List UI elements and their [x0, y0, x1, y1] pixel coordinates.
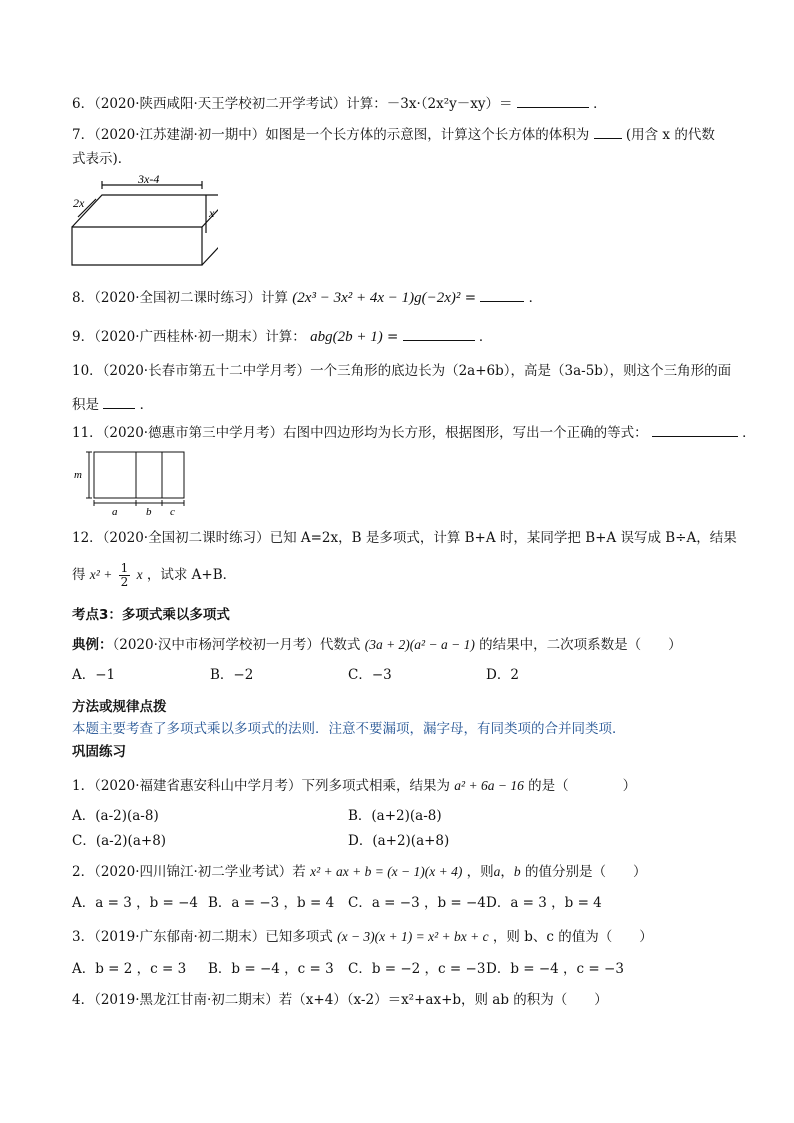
cuboid-figure	[68, 173, 218, 268]
question-7-line2: 式表示)．	[72, 151, 132, 167]
example-option-b[interactable]: B．−2	[210, 667, 254, 683]
question-7-line1: 7．（2020·江苏建湖·初一期中）如图是一个长方体的示意图，计算这个长方体的体积为 (用含 x 的代数	[72, 124, 715, 145]
p3-option-d[interactable]: D．b = −4 ，c = −3	[486, 961, 624, 977]
answer-blank-6[interactable]	[517, 93, 589, 108]
practice-heading: 巩固练习	[72, 744, 126, 760]
example-option-c[interactable]: C．−3	[348, 667, 392, 683]
answer-blank-8[interactable]	[480, 287, 524, 302]
answer-blank-10[interactable]	[103, 394, 135, 409]
question-10-line1: 10．（2020·长春市第五十二中学月考）一个三角形的底边长为（2a+6b），高是（3a-5b），则这个三角形的面	[72, 363, 732, 379]
question-7-text: 7．（2020·江苏建湖·初一期中）如图是一个长方体的示意图，计算这个长方体的体积为	[72, 127, 590, 143]
cuboid-top-face	[72, 195, 218, 227]
practice-question-4: 4．（2019·黑龙江甘南·初二期末）若（x+4）（x-2）＝x²+ax+b，则 ab 的积为（ ）	[72, 992, 608, 1008]
question-6: 6．（2020·陕西咸阳·天王学校初二开学考试）计算：－3x·（2x²y－xy）＝ ．	[72, 93, 607, 114]
example-option-a[interactable]: A．−1	[72, 667, 116, 683]
answer-blank-11[interactable]	[652, 422, 738, 437]
p2-option-a[interactable]: A．a = 3 ，b = −4	[72, 895, 199, 911]
p3-option-b[interactable]: B．b = −4 ，c = 3	[208, 961, 334, 977]
cuboid-front-face	[72, 227, 202, 265]
p1-option-b[interactable]: B．(a+2)(a-8)	[348, 808, 442, 824]
label-c: c	[170, 506, 175, 518]
fraction-one-half: $\frac{1}{2}$	[120, 561, 129, 589]
p2-option-b[interactable]: B．a = −3 ，b = 4	[208, 895, 335, 911]
question-10-line2: 积是 ．	[72, 394, 153, 415]
question-11: 11．（2020·德惠市第三中学月考）右图中四边形均为长方形，根据图形，写出一个正确的等式： ．	[72, 422, 756, 443]
example-question: 典例：（2020·汉中市杨河学校初一月考）代数式 (3a + 2)(a² − a − 1) 的结果中，二次项系数是（ ）	[72, 637, 682, 653]
question-8-expression: (2x³ − 3x² + 4x − 1)g(−2x)²	[292, 290, 461, 306]
p1-option-c[interactable]: C．(a-2)(a+8)	[72, 833, 167, 849]
practice-question-1: 1．（2020·福建省惠安科山中学月考）下列多项式相乘，结果为 a² + 6a − 16 的是（ ）	[72, 778, 637, 794]
question-9-expression: abg(2b + 1)	[310, 329, 383, 345]
outer-rectangle	[94, 452, 184, 498]
p1-option-d[interactable]: D．(a+2)(a+8)	[348, 833, 450, 849]
label-length: 3x-4	[138, 173, 160, 186]
practice-question-3: 3．（2019·广东郁南·初二期末）已知多项式 (x − 3)(x + 1) = x² + bx + c ，则 b、c 的值为（ ）	[72, 929, 653, 945]
section-heading-kaodian3: 考点3：多项式乘以多项式	[72, 607, 230, 623]
question-6-text: 6．（2020·陕西咸阳·天王学校初二开学考试）计算：－3x·（2x²y－xy）＝	[72, 96, 513, 112]
label-b: b	[146, 506, 152, 518]
label-m: m	[74, 469, 82, 481]
label-height: x	[209, 206, 215, 220]
question-9: 9．（2020·广西桂林·初一期末）计算： abg(2b + 1) = ．	[72, 326, 492, 347]
practice-question-2: 2．（2020·四川锦江·初二学业考试）若 x² + ax + b = (x − 1)(x + 4) ，则a，b 的值分别是（ ）	[72, 864, 647, 880]
label-a: a	[112, 506, 118, 518]
question-12-line2: 得 x² + $\frac{1}{2}$ x ，试求 A+B．	[72, 561, 237, 589]
p2-option-c[interactable]: C．a = −3 ，b = −4	[348, 895, 486, 911]
answer-blank-7[interactable]	[594, 124, 622, 139]
p1-option-a[interactable]: A．(a-2)(a-8)	[72, 808, 159, 824]
question-8: 8．（2020·全国初二课时练习）计算 (2x³ − 3x² + 4x − 1)g(−2x)² = ．	[72, 287, 542, 308]
question-12-line1: 12．（2020·全国初二课时练习）已知 A=2x，B 是多项式，计算 B+A 时，某同学把 B+A 误写成 B÷A，结果	[72, 530, 737, 546]
p2-option-d[interactable]: D．a = 3 ，b = 4	[486, 895, 602, 911]
method-text: 本题主要考查了多项式乘以多项式的法则．注意不要漏项，漏字母，有同类项的合并同类项．	[72, 721, 626, 737]
label-width: 2x	[73, 196, 85, 210]
rectangles-figure	[70, 450, 190, 520]
p3-option-a[interactable]: A．b = 2 ，c = 3	[72, 961, 187, 977]
p3-option-c[interactable]: C．b = −2 ，c = −3	[348, 961, 486, 977]
method-heading: 方法或规律点拨	[72, 699, 167, 715]
example-option-d[interactable]: D．2	[486, 667, 519, 683]
answer-blank-9[interactable]	[403, 326, 475, 341]
